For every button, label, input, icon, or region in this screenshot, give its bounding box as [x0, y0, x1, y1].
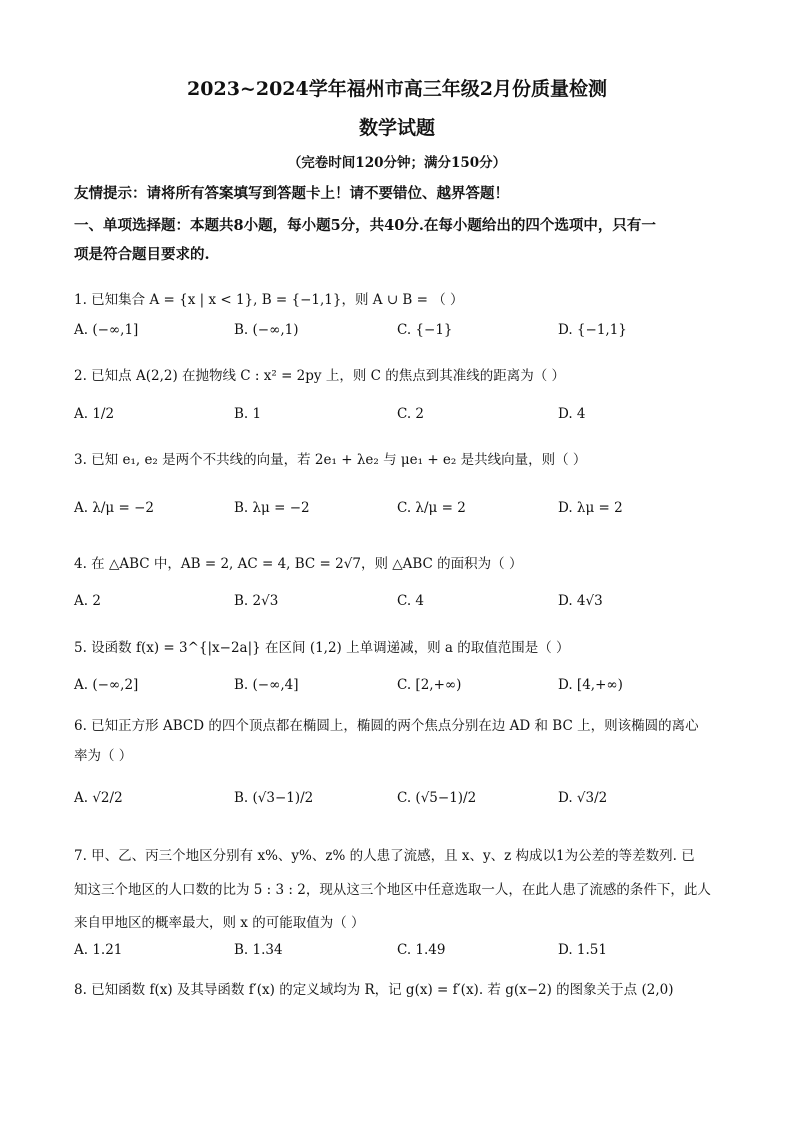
- question-2-option-a: A. 1/2: [74, 406, 115, 422]
- question-4-option-b: B. 2√3: [234, 593, 279, 609]
- question-5-option-c: C. [2,+∞): [397, 677, 462, 693]
- question-7-stem-line3: 来自甲地区的概率最大，则 x 的可能取值为（ ）: [74, 915, 365, 931]
- question-3-option-d: D. λμ = 2: [558, 500, 623, 516]
- question-6-option-c: C. (√5−1)/2: [397, 790, 477, 806]
- section-heading-line2: 项是符合题目要求的.: [74, 246, 210, 263]
- exam-meta: （完卷时间120分钟；满分150分）: [287, 155, 507, 171]
- question-3-option-a: A. λ/μ = −2: [74, 500, 155, 516]
- question-7-stem-line1: 7. 甲、乙、丙三个地区分别有 x%、y%、z% 的人患了流感，且 x、y、z 构成以1为公差的等差数列. 已: [74, 848, 695, 864]
- section-heading-line1: 一、单项选择题：本题共8小题，每小题5分，共40分.在每小题给出的四个选项中，只有一: [74, 217, 656, 234]
- exam-title: 2023~2024学年福州市高三年级2月份质量检测: [187, 78, 607, 100]
- question-1-option-d: D. {−1,1}: [558, 322, 627, 338]
- question-5-stem: 5. 设函数 f(x) = 3^{|x−2a|} 在区间 (1,2) 上单调递减，则 a 的取值范围是（ ）: [74, 640, 570, 656]
- question-1-stem: 1. 已知集合 A = {x | x < 1}, B = {−1,1}，则 A ∪ B = （ ）: [74, 292, 464, 308]
- question-6-option-b: B. (√3−1)/2: [234, 790, 314, 806]
- question-5-option-d: D. [4,+∞): [558, 677, 623, 693]
- question-7-option-c: C. 1.49: [397, 942, 446, 958]
- question-8-stem: 8. 已知函数 f(x) 及其导函数 f′(x) 的定义域均为 R，记 g(x) = f′(x). 若 g(x−2) 的图象关于点 (2,0): [74, 982, 674, 998]
- question-2-option-d: D. 4: [558, 406, 586, 422]
- question-5-option-a: A. (−∞,2]: [74, 677, 139, 693]
- question-2-option-b: B. 1: [234, 406, 262, 422]
- question-6-stem-line1: 6. 已知正方形 ABCD 的四个顶点都在椭圆上，椭圆的两个焦点分别在边 AD 和 BC 上，则该椭圆的离心: [74, 718, 699, 734]
- question-1-option-a: A. (−∞,1]: [74, 322, 139, 338]
- question-6-option-d: D. √3/2: [558, 790, 608, 806]
- question-1-option-b: B. (−∞,1): [234, 322, 299, 338]
- question-4-option-a: A. 2: [74, 593, 101, 609]
- question-5-option-b: B. (−∞,4]: [234, 677, 299, 693]
- question-2-stem: 2. 已知点 A(2,2) 在抛物线 C : x² = 2py 上，则 C 的焦点到其准线的距离为（ ）: [74, 368, 566, 384]
- question-3-stem: 3. 已知 e₁, e₂ 是两个不共线的向量，若 2e₁ + λe₂ 与 μe₁ + e₂ 是共线向量，则（ ）: [74, 452, 587, 468]
- question-7-option-a: A. 1.21: [74, 942, 123, 958]
- question-6-option-a: A. √2/2: [74, 790, 123, 806]
- question-7-stem-line2: 知这三个地区的人口数的比为 5 : 3 : 2，现从这三个地区中任意选取一人，在此人患了流感的条件下，此人: [74, 882, 711, 898]
- question-7-option-b: B. 1.34: [234, 942, 283, 958]
- question-4-option-c: C. 4: [397, 593, 425, 609]
- question-4-stem: 4. 在 △ABC 中，AB = 2, AC = 4, BC = 2√7，则 △ABC 的面积为（ ）: [74, 556, 523, 572]
- question-1-option-c: C. {−1}: [397, 322, 453, 338]
- friendly-tip: 友情提示：请将所有答案填写到答题卡上！请不要错位、越界答题！: [74, 185, 509, 202]
- question-3-option-b: B. λμ = −2: [234, 500, 310, 516]
- question-2-option-c: C. 2: [397, 406, 425, 422]
- question-6-stem-line2: 率为（ ）: [74, 748, 133, 764]
- question-7-option-d: D. 1.51: [558, 942, 607, 958]
- question-3-option-c: C. λ/μ = 2: [397, 500, 466, 516]
- exam-subtitle: 数学试题: [358, 117, 435, 139]
- question-4-option-d: D. 4√3: [558, 593, 603, 609]
